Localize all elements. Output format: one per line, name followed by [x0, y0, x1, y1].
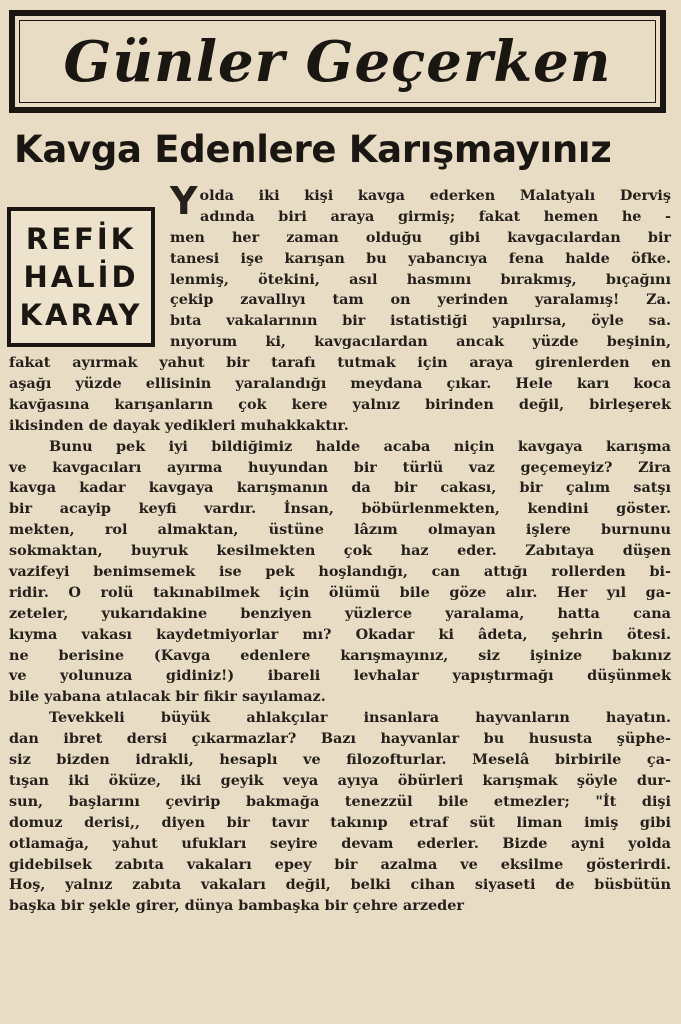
article-body — [9, 179, 671, 917]
article-line: lenmiş, ötekini, asıl hasmını bırakmış, bıçağını — [170, 270, 671, 288]
article-line: otlamağa, yahut ufukları seyire devam ederler. Bizde ayni yolda — [9, 834, 671, 852]
article-line: sokmaktan, buyruk kesilmekten çok haz eder. Zabıtaya düşen — [9, 542, 671, 560]
article-line: gidebilsek zabıta vakaları epey bir azalma ve eksilme gösterirdi. — [9, 855, 671, 873]
article-line: nıyorum ki, kavgacılardan ancak yüzde beşinin, — [170, 333, 671, 351]
article-line: vazifeyi benimsemek ise pek hoşlandığı, can attığı rollerden bi- — [9, 563, 671, 581]
article-line: dan ibret dersi çıkarmazlar? Bazı hayvanlar bu hususta şüphe- — [9, 730, 671, 748]
article-line: tanesi işe karışan bu yabancıya fena halde öfke. — [170, 249, 671, 267]
author-middle-name: HALİD — [23, 260, 139, 294]
article-line: Tevekkeli büyük ahlakçılar insanlara hayvanların hayatın. — [49, 709, 671, 727]
masthead-title: Günler Geçerken — [63, 28, 612, 95]
article-line: aşağı yüzde ellisinin yaralandığı meydana çıkar. Hele karı koca — [9, 375, 671, 393]
article-line: men her zaman olduğu gibi kavgacılardan bir — [170, 228, 671, 246]
author-last-name: KARAY — [19, 298, 143, 332]
article-line: ve kavgacıları ayırma huyundan bir türlü vaz geçemeyiz? Zira — [9, 458, 671, 476]
article-line: Hoş, yalnız zabıta vakaları değil, belki cihan siyaseti de büsbütün — [9, 876, 671, 894]
article-line: Yolda iki kişi kavga ederken Malatyalı Derviş — [170, 179, 671, 223]
article-line: kıyma vakası kaydetmiyorlar mı? Okadar ki âdeta, şehrin ötesi. — [9, 625, 671, 643]
drop-cap: Y — [170, 179, 198, 223]
article-line: mekten, rol almaktan, üstüne lâzım olmayan işlere burnunu — [9, 521, 671, 539]
article-line: ne berisine (Kavga edenlere karışmayınız, siz işinize bakınız — [9, 646, 671, 664]
article-line: domuz derisi,, diyen bir tavır takınıp etraf süt liman imiş gibi — [9, 813, 671, 831]
article-line: bile yabana atılacak bir fikir sayılamaz. — [9, 688, 326, 706]
article-line: adında biri araya girmiş; fakat hemen he - — [200, 207, 671, 225]
article-line: bir acayip keyfi vardır. İnsan, böbürlenmekten, kendini göster. — [9, 500, 671, 518]
article-line: çekip zavallıyı tam on yerinden yaralamış! Za. — [170, 291, 671, 309]
article-line: ridir. O rolü takınabilmek için ölümü bile göze alır. Her yıl ga- — [9, 583, 671, 601]
article-line: ikisinden de dayak yedikleri muhakkaktır. — [9, 416, 349, 434]
author-first-name: REFİK — [25, 222, 137, 256]
article-line: Bunu pek iyi bildiğimiz halde acaba niçin kavgaya karışma — [49, 437, 671, 455]
article-line: sun, başlarını çevirip bakmağa tenezzül bile etmezler; "İt dişi — [9, 792, 671, 810]
masthead — [9, 10, 666, 113]
article-line: fakat ayırmak yahut bir tarafı tutmak için araya girenlerden en — [9, 354, 671, 372]
article-line: tışan iki öküze, iki geyik veya ayıya öbürleri karışmak şöyle dur- — [9, 771, 671, 789]
article-line: başka bir şekle girer, dünya bambaşka bir çehre arzeder — [9, 897, 464, 915]
headline: Kavga Edenlere Karışmayınız — [14, 128, 612, 171]
article-line: kavga kadar kavgaya karışmanın da bir cakası, bir çalım satşı — [9, 479, 671, 497]
article-line: siz bizden idrakli, hesaplı ve filozofturlar. Meselâ birbirile ça- — [9, 751, 671, 769]
article-line: ve yolunuza gidiniz!) ibareli levhalar yapıştırmağı düşünmek — [9, 667, 671, 685]
article-line: kavğasına karışanların çok kere yalnız birinden değil, birleşerek — [9, 395, 671, 413]
article-line: bıta vakalarının bir istatistiği yapılırsa, öyle sa. — [170, 312, 671, 330]
article-line: zeteler, yukarıdakine benziyen yüzlerce yaralama, hatta cana — [9, 604, 671, 622]
